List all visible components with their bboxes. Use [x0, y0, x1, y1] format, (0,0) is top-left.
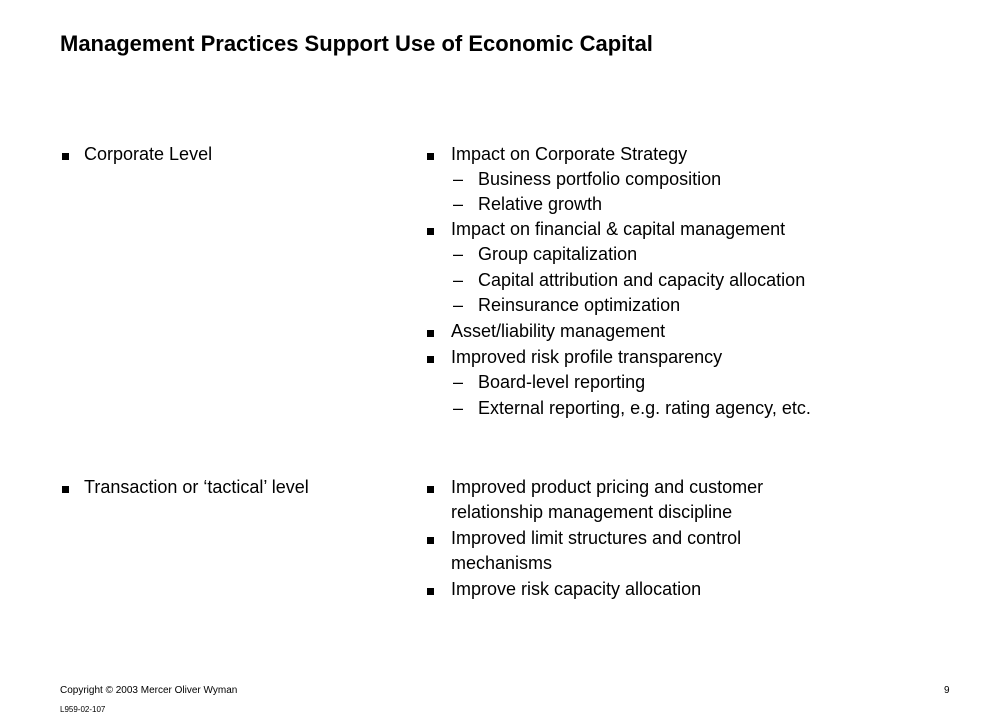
- footer-code: L959-02-107: [60, 705, 106, 714]
- section-label-corporate: Corporate Level: [84, 144, 213, 164]
- dash-icon: –: [453, 169, 464, 189]
- bullet-icon: [427, 330, 434, 337]
- section-label-transaction: Transaction or ‘tactical’ level: [84, 477, 309, 497]
- dash-icon: –: [453, 295, 464, 315]
- transaction-item-2-line-2: mechanisms: [451, 553, 553, 573]
- bullet-icon: [62, 153, 69, 160]
- bullet-icon: [427, 153, 434, 160]
- dash-icon: –: [453, 398, 464, 418]
- dash-icon: –: [453, 270, 464, 290]
- corporate-subitem-1-2: Relative growth: [478, 194, 603, 214]
- corporate-subitem-4-2: External reporting, e.g. rating agency, etc.: [478, 398, 811, 418]
- transaction-item-1-line-2: relationship management discipline: [451, 502, 733, 522]
- corporate-subitem-1-1: Business portfolio composition: [478, 169, 722, 189]
- dash-icon: –: [453, 194, 464, 214]
- slide-title: Management Practices Support Use of Economic Capital: [60, 31, 653, 56]
- corporate-subitem-2-1: Group capitalization: [478, 244, 638, 264]
- page-number: 9: [944, 685, 950, 696]
- footer-copyright: Copyright © 2003 Mercer Oliver Wyman: [60, 685, 238, 696]
- bullet-icon: [427, 228, 434, 235]
- transaction-item-2-line-1: Improved limit structures and control: [451, 528, 742, 548]
- corporate-subitem-4-1: Board-level reporting: [478, 372, 646, 392]
- bullet-icon: [62, 486, 69, 493]
- bullet-icon: [427, 486, 434, 493]
- corporate-subitem-2-3: Reinsurance optimization: [478, 295, 681, 315]
- corporate-item-3: Asset/liability management: [451, 321, 666, 341]
- transaction-item-3-line-1: Improve risk capacity allocation: [451, 579, 702, 599]
- bullet-icon: [427, 537, 434, 544]
- corporate-item-2: Impact on financial & capital management: [451, 219, 786, 239]
- dash-icon: –: [453, 372, 464, 392]
- corporate-item-4: Improved risk profile transparency: [451, 347, 723, 367]
- corporate-item-1: Impact on Corporate Strategy: [451, 144, 688, 164]
- dash-icon: –: [453, 244, 464, 264]
- transaction-item-1-line-1: Improved product pricing and customer: [451, 477, 764, 497]
- bullet-icon: [427, 356, 434, 363]
- corporate-subitem-2-2: Capital attribution and capacity allocation: [478, 270, 806, 290]
- bullet-icon: [427, 588, 434, 595]
